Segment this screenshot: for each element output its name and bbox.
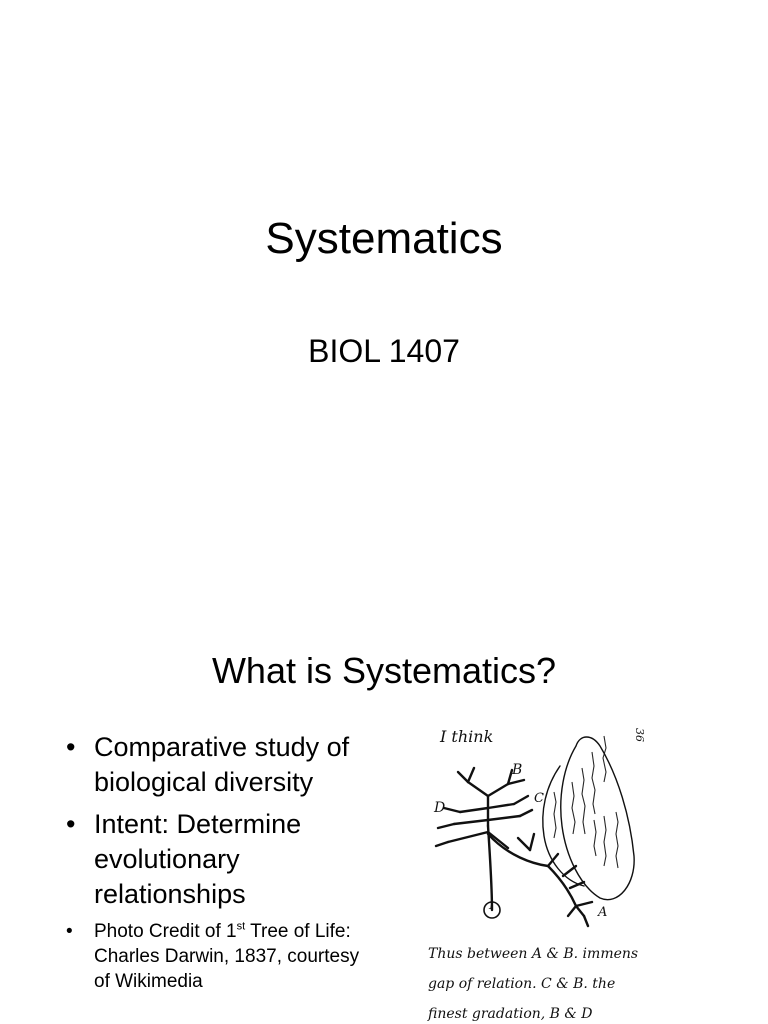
bullet-icon: • [66, 732, 76, 762]
slide-title: Systematics [265, 214, 503, 263]
sketch-heading: I think [440, 727, 494, 746]
content-slide [0, 620, 768, 1024]
bullet-item [62, 730, 372, 800]
sketch-label-d: D [434, 800, 446, 816]
sketch-label-b: B [512, 762, 523, 778]
darwin-tree-sketch [408, 716, 653, 1024]
slide-title: What is Systematics? [211, 650, 557, 691]
bullet-text: Comparative study of biological diversity [94, 732, 350, 797]
bullet-text: Intent: Determine evolutionary relationships [94, 809, 302, 909]
bullet-icon: • [66, 921, 73, 942]
sketch-note-line: finest gradation, B & D [428, 1006, 593, 1022]
photo-credit [62, 919, 372, 994]
credit-superscript: st [236, 920, 246, 933]
bullet-list [62, 730, 372, 1001]
slide-subtitle: BIOL 1407 [308, 333, 460, 369]
bullet-icon: • [66, 809, 76, 839]
credit-text-end: Tree of Life: Charles Darwin, 1837, courtesy of Wikimedia [94, 921, 360, 992]
credit-text-start: Photo Credit of 1 [94, 921, 237, 942]
sketch-page-number: 36 [633, 728, 646, 742]
sketch-label-1: 1 [488, 899, 495, 912]
sketch-label-c: C [534, 791, 544, 806]
sketch-note-line: Thus between A & B. immens [428, 946, 639, 962]
tree-of-life-icon [408, 716, 653, 1024]
sketch-note-line: gap of relation. C & B. the [428, 976, 616, 992]
bullet-item [62, 807, 372, 912]
sketch-label-a: A [598, 905, 608, 920]
